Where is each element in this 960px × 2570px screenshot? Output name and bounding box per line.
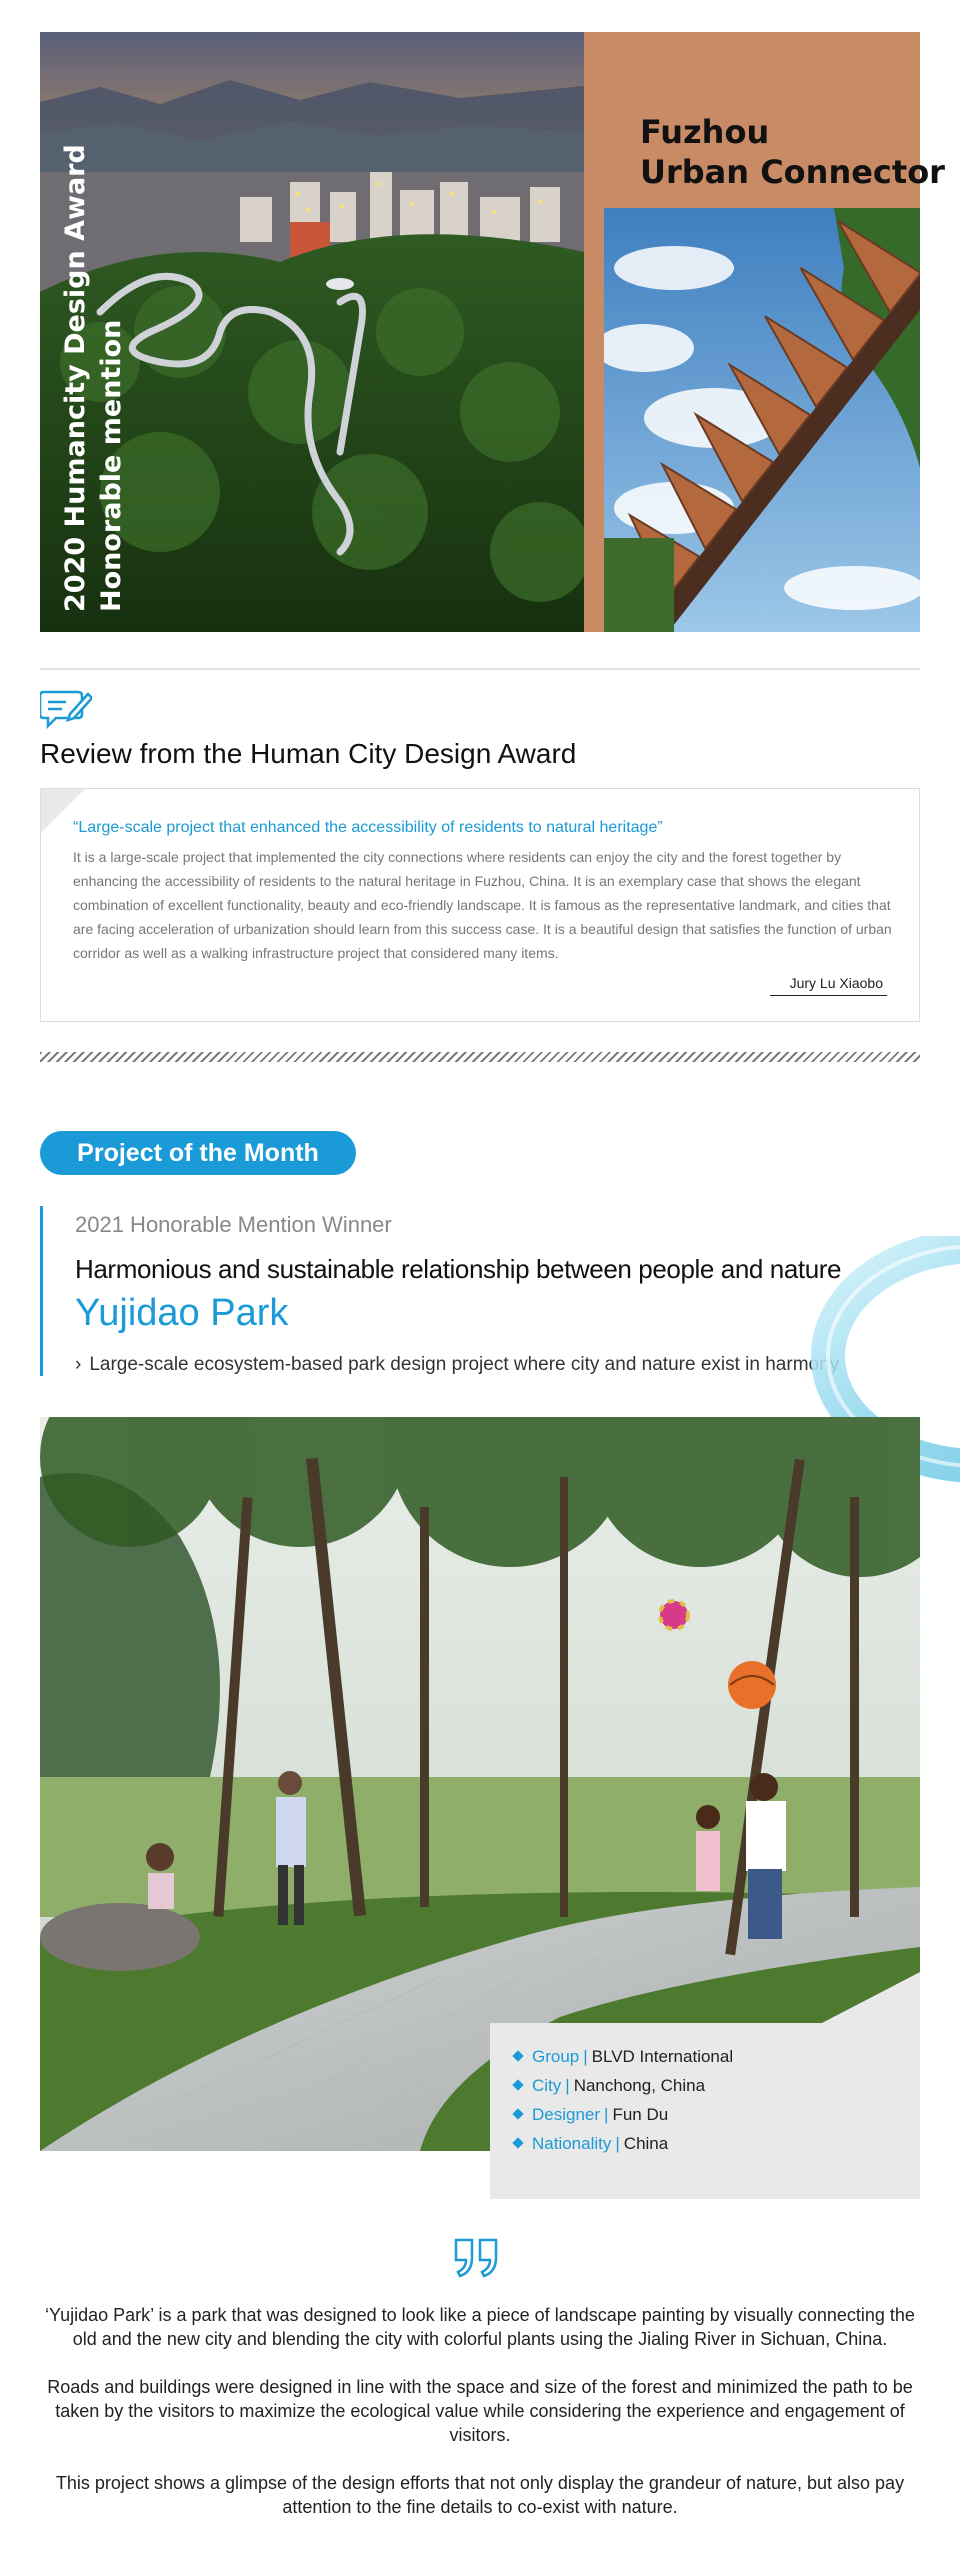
project-name: Yujidao Park	[75, 1292, 289, 1334]
info-row-nationality: Nationality | China	[514, 2134, 668, 2154]
review-heading: Review from the Human City Design Award	[40, 738, 577, 769]
info-card-corner	[820, 1972, 920, 2024]
narrative-paragraph-1: ‘Yujidao Park’ is a park that was designed to look like a piece of landscape painting by visually connecting the old and the new city and blending the city with colorful plants using the Jialing River in Sichuan, China.	[45, 2305, 915, 2349]
award-caption-line2: Honorable mention	[96, 319, 127, 612]
project-headline: Harmonious and sustainable relationship between people and nature	[75, 1254, 842, 1284]
info-row-city: City | Nanchong, China	[514, 2076, 705, 2096]
project-header	[40, 1206, 920, 1376]
chevron-right-icon: ›	[75, 1354, 82, 1375]
chat-pencil-icon	[40, 688, 92, 730]
project-description-text: Large-scale ecosystem-based park design project where city and nature exist in harmony	[89, 1354, 840, 1375]
review-quote-box	[40, 788, 920, 1022]
narrative-paragraph-3: This project shows a glimpse of the design efforts that not only display the grandeur of nature, but also pay attention to the fine details to co-exist with nature.	[55, 2473, 905, 2517]
info-row-designer: Designer | Fun Du	[514, 2105, 668, 2125]
project-info-card	[490, 2023, 920, 2199]
project-of-the-month-badge: Project of the Month	[40, 1131, 356, 1175]
award-caption-line1: 2020 Humancity Design Award	[60, 144, 91, 612]
diamond-bullet-icon	[512, 2108, 523, 2119]
hero-title-line1: Fuzhou	[640, 113, 770, 151]
info-row-group: Group | BLVD International	[514, 2047, 733, 2067]
section-divider	[40, 668, 920, 670]
hatched-divider	[40, 1052, 920, 1062]
hero-title-line2: Urban Connector	[640, 153, 945, 191]
hero-banner	[40, 32, 945, 632]
diamond-bullet-icon	[512, 2137, 523, 2148]
review-quote-title: “Large-scale project that enhanced the accessibility of residents to natural heritage”	[73, 819, 663, 836]
jury-signature: Jury Lu Xiaobo	[770, 975, 887, 996]
award-vertical-caption	[58, 12, 158, 612]
project-subtitle: 2021 Honorable Mention Winner	[75, 1212, 392, 1237]
diamond-bullet-icon	[512, 2079, 523, 2090]
quotation-mark-icon	[452, 2236, 502, 2280]
steel-bridge-photo	[604, 208, 920, 632]
review-quote-body: It is a large-scale project that implemented the city connections where residents can enjoy the city and the forest together by enhancing the accessibility of residents to the natural heritage in Fuzhou, China. It is an exemplary case that shows the elegant combination of excellent functionality, beauty and eco-friendly landscape. It is famous as the representative landmark, and cities that are facing acceleration of urbanization should learn from this success case. It is a beautiful design that satisfies the function of urban corridor as well as a walking infrastructure project that considered many items.	[73, 849, 892, 961]
narrative-paragraph-2: Roads and buildings were designed in line with the space and size of the forest and minimized the path to be taken by the visitors to maximize the ecological value while considering the experience and engagement of visitors.	[47, 2377, 913, 2445]
project-narrative	[40, 2303, 920, 2543]
project-description	[75, 1354, 839, 1376]
diamond-bullet-icon	[512, 2050, 523, 2061]
hero-title	[640, 112, 945, 192]
